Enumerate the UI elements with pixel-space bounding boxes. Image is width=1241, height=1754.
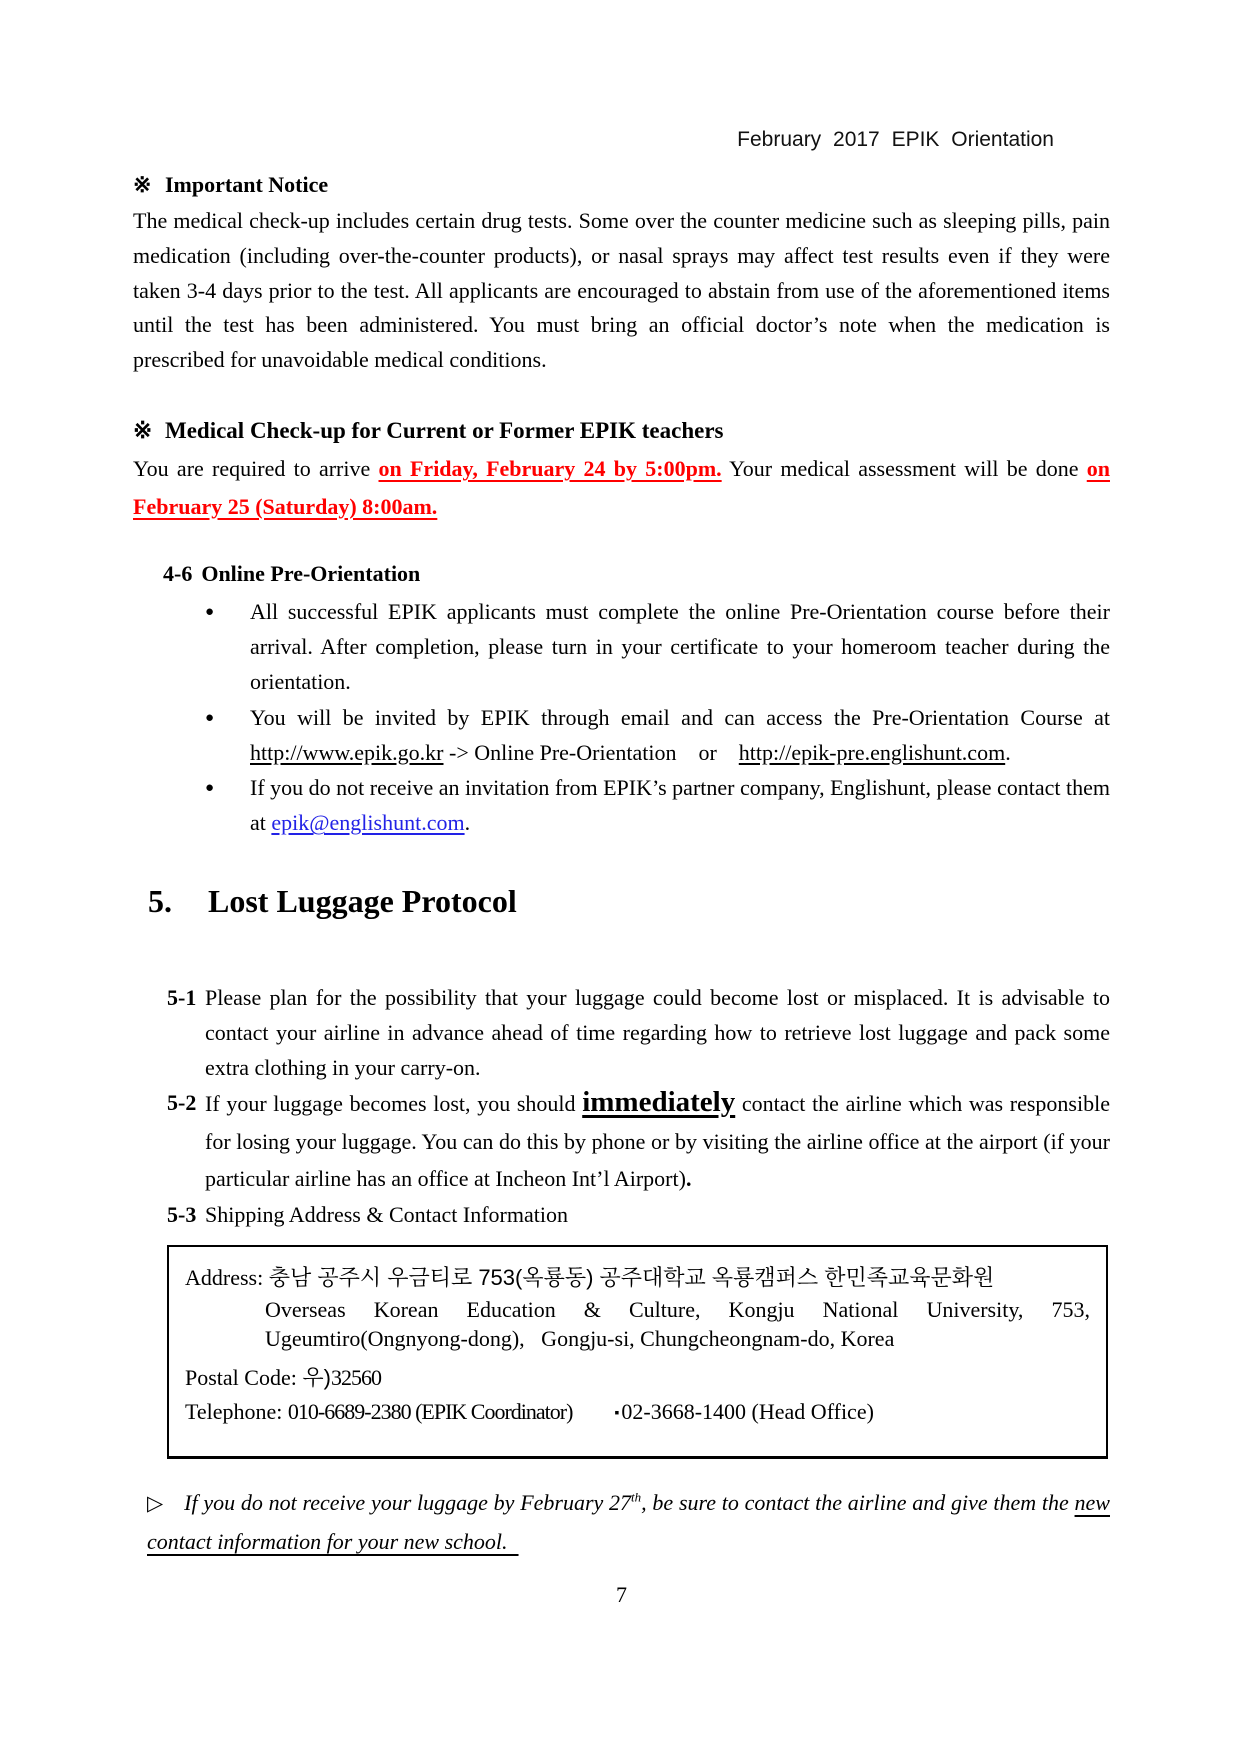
- bullet-icon: ●: [205, 780, 215, 797]
- text-run: -> Online Pre-Orientation or: [443, 739, 739, 765]
- englishunt-website-link[interactable]: http://epik-pre.englishunt.com: [738, 739, 1006, 765]
- telephone-head-office-value: 02-3668-1400 (Head Office): [621, 1399, 874, 1424]
- text-run: contact the airline which was responsible for losing your luggage. You can do this by phone or by visiting the airline office at the airport (if your particular airline has an office at Incheon Int’l Airport): [205, 1091, 1110, 1192]
- item-number: 5-3: [167, 1202, 197, 1227]
- list-item: [205, 770, 1110, 840]
- important-notice-body: The medical check-up includes certain drug tests. Some over the counter medicine such as sleeping pills, pain medication (including over-the-counter products), or nasal sprays may affect test results even if they were taken 3-4 days prior to the test. All applicants are encouraged to abstain from use of the aforementioned items until the test has been administered. You must bring an official doctor’s note when the medication is prescribed for unavoidable medical conditions.: [133, 208, 1110, 373]
- text-run: .: [685, 1166, 692, 1192]
- telephone-row: [185, 1395, 1090, 1431]
- postal-code-kr: 우): [302, 1365, 331, 1390]
- pre-orientation-bullet-list: [205, 594, 1110, 840]
- text-run: If your luggage becomes lost, you should: [205, 1091, 583, 1116]
- underlined-note-text: new contact information for your new school.: [147, 1490, 1110, 1554]
- reference-mark-icon: ※: [133, 418, 153, 443]
- address-row: [185, 1261, 1090, 1295]
- epik-website-link[interactable]: http://www.epik.go.kr: [250, 739, 444, 765]
- postal-code-row: [185, 1361, 1090, 1395]
- page-header: [133, 126, 1110, 153]
- text-run: You will be invited by EPIK through email and can access the Pre-Orientation Course at: [250, 704, 1110, 730]
- important-notice-title: [133, 170, 1110, 200]
- text-run: Please plan for the possibility that your luggage could become lost or misplaced. It is advisable to contact your airline in advance ahead of time regarding how to retrieve lost luggage and pack some extra clothing in your carry-on.: [205, 985, 1110, 1080]
- bullet-icon: ●: [205, 604, 215, 620]
- item-5-1: [167, 980, 1110, 1085]
- section-4-6-heading: [133, 559, 1140, 589]
- luggage-footnote: [147, 1484, 1110, 1561]
- postal-code-label: Postal Code:: [185, 1365, 297, 1390]
- list-item: [205, 700, 1110, 770]
- section-5-heading: [133, 882, 1125, 920]
- important-notice-title-text: Important Notice: [165, 172, 329, 197]
- text-run: If you do not receive an invitation from EPIK’s partner company, Englishunt, please contact them at: [250, 775, 1110, 836]
- text-run: .: [1005, 739, 1011, 765]
- telephone-head-office: [614, 1399, 873, 1424]
- address-korean-text: 충남 공주시 우금티로 753(옥룡동) 공주대학교 옥룡캠퍼스 한민족교육문화원: [268, 1265, 995, 1290]
- item-5-2: [167, 1084, 1110, 1198]
- triangle-marker-icon: ▷: [147, 1491, 164, 1515]
- item-number: 5-2: [167, 1090, 197, 1115]
- deadline-highlight: on February 25 (Saturday) 8:00am.: [133, 456, 1110, 519]
- text-run: If you do not receive your luggage by February 27: [184, 1490, 632, 1515]
- section-number: 4-6: [163, 561, 193, 586]
- deadline-highlight: on Friday, February 24 by 5:00pm.: [378, 456, 722, 481]
- text-run: , be sure to contact the airline and give them the: [641, 1490, 1075, 1515]
- reference-mark-icon: ※: [133, 172, 152, 197]
- medical-checkup-title: [133, 416, 1110, 446]
- section-title-text: Lost Luggage Protocol: [208, 883, 517, 919]
- text-run: Shipping Address & Contact Information: [205, 1202, 568, 1227]
- text-run: Your medical assessment will be done: [721, 456, 1087, 481]
- list-item: [205, 594, 1110, 700]
- immediately-emphasis: immediately: [582, 1086, 736, 1118]
- section-number: 5.: [148, 883, 172, 919]
- telephone-label: Telephone:: [185, 1399, 283, 1424]
- text-run: All successful EPIK applicants must complete the online Pre-Orientation course before their arrival. After completion, please turn in your certificate to your homeroom teacher during the orientation.: [250, 599, 1110, 695]
- ordinal-superscript: th: [631, 1489, 642, 1505]
- item-5-3: [167, 1200, 1110, 1230]
- text-run: .: [464, 810, 471, 836]
- text-run: You are required to arrive: [133, 456, 379, 481]
- address-label: Address:: [185, 1265, 264, 1290]
- page-number: 7: [616, 1582, 627, 1607]
- item-number: 5-1: [167, 985, 197, 1010]
- address-line-english: Overseas Korean Education & Culture, Kongju National University, 753,: [265, 1297, 1090, 1322]
- square-bullet-icon: ▪: [614, 1406, 620, 1421]
- medical-checkup-title-text: Medical Check-up for Current or Former EPIK teachers: [165, 418, 724, 443]
- postal-code-value: 32560: [330, 1365, 381, 1390]
- bullet-icon: ●: [205, 709, 215, 726]
- shipping-address-box: [167, 1245, 1108, 1459]
- telephone-coordinator: 010-6689-2380 (EPIK Coordinator): [287, 1399, 573, 1424]
- page-header-text: February 2017 EPIK Orientation: [737, 128, 1054, 151]
- address-line-english: Ugeumtiro(Ongnyong-dong), Gongju-si, Chungcheongnam-do, Korea: [265, 1326, 895, 1351]
- medical-checkup-body: [133, 450, 1110, 525]
- epik-email-link[interactable]: epik@englishunt.com: [271, 810, 465, 836]
- section-title-text: Online Pre-Orientation: [201, 561, 421, 586]
